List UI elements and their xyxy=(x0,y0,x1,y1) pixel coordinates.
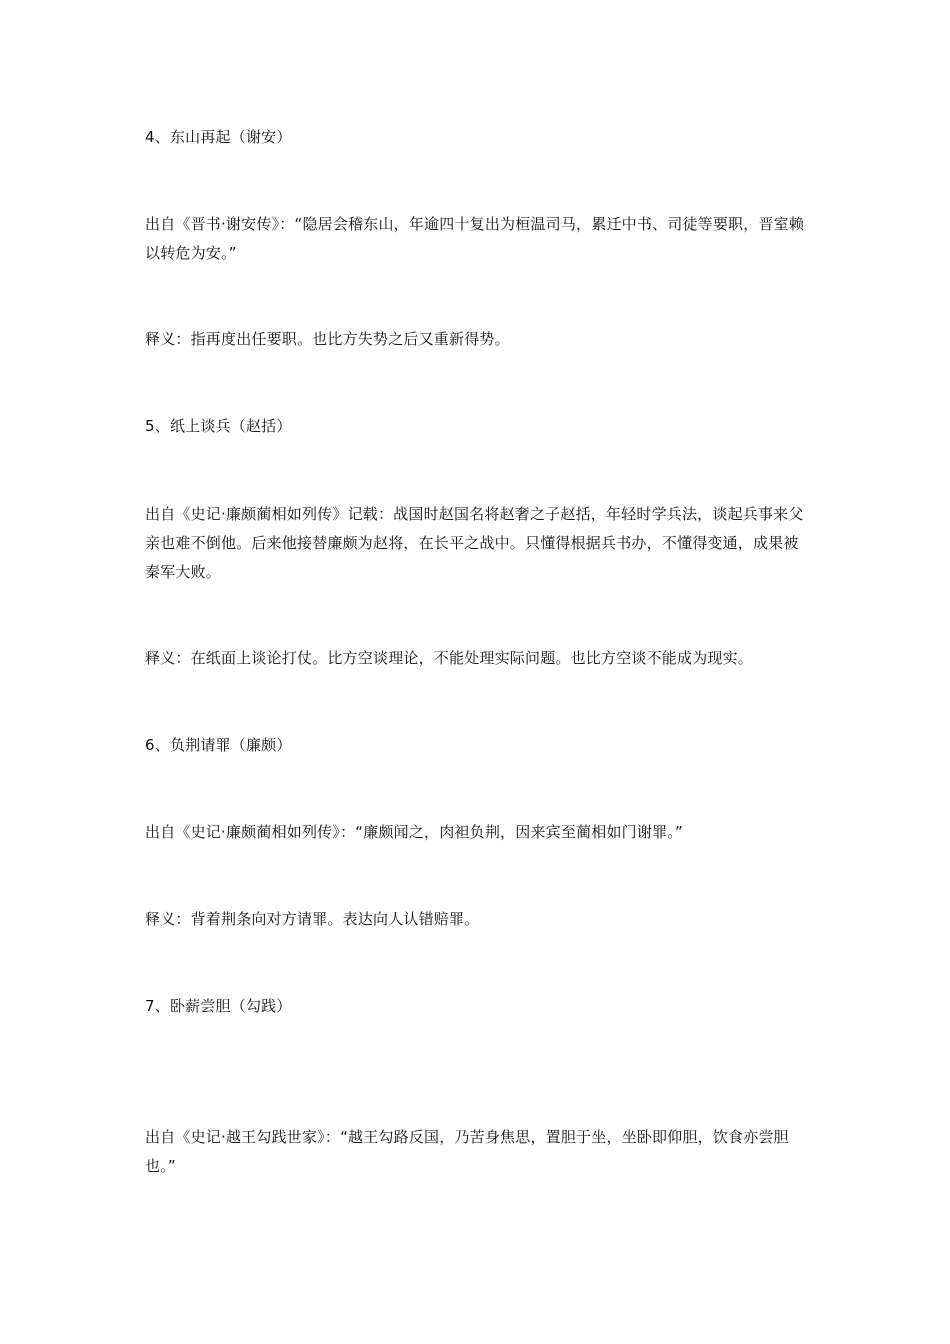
idiom-meaning-5: 释义：在纸面上谈论打仗。比方空谈理论，不能处理实际问题。也比方空谈不能成为现实。 xyxy=(145,649,754,667)
idiom-source-7: 出自《史记·越王勾践世家》：“越王勾路反国，乃苦身焦思，置胆于坐，坐卧即仰胆，饮食亦尝胆也。” xyxy=(145,1128,789,1175)
idiom-heading-5: 5、纸上谈兵（赵括） xyxy=(145,417,292,435)
idiom-heading-6: 6、负荆请罪（廉颇） xyxy=(145,736,292,754)
idiom-heading-7: 7、卧薪尝胆（勾践） xyxy=(145,997,292,1015)
idiom-meaning-4: 释义：指再度出任要职。也比方失势之后又重新得势。 xyxy=(145,330,510,348)
idiom-heading-4: 4、东山再起（谢安） xyxy=(145,128,292,146)
idiom-source-4: 出自《晋书·谢安传》：“隐居会稽东山，年逾四十复出为桓温司马，累迁中书、司徒等要职，晋室赖以转危为安。” xyxy=(145,215,805,262)
idiom-source-6: 出自《史记·廉颇蔺相如列传》：“廉颇闻之，肉袒负荆，因来宾至蔺相如门谢罪。” xyxy=(145,823,683,841)
idiom-source-5: 出自《史记·廉颇蔺相如列传》记载：战国时赵国名将赵奢之子赵括，年轻时学兵法，谈起兵事来父亲也难不倒他。后来他接替廉颇为赵将，在长平之战中。只懂得根据兵书办，不懂得变通，成果被秦军大败。 xyxy=(145,505,804,581)
idiom-meaning-6: 释义：背着荆条向对方请罪。表达向人认错赔罪。 xyxy=(145,910,480,928)
